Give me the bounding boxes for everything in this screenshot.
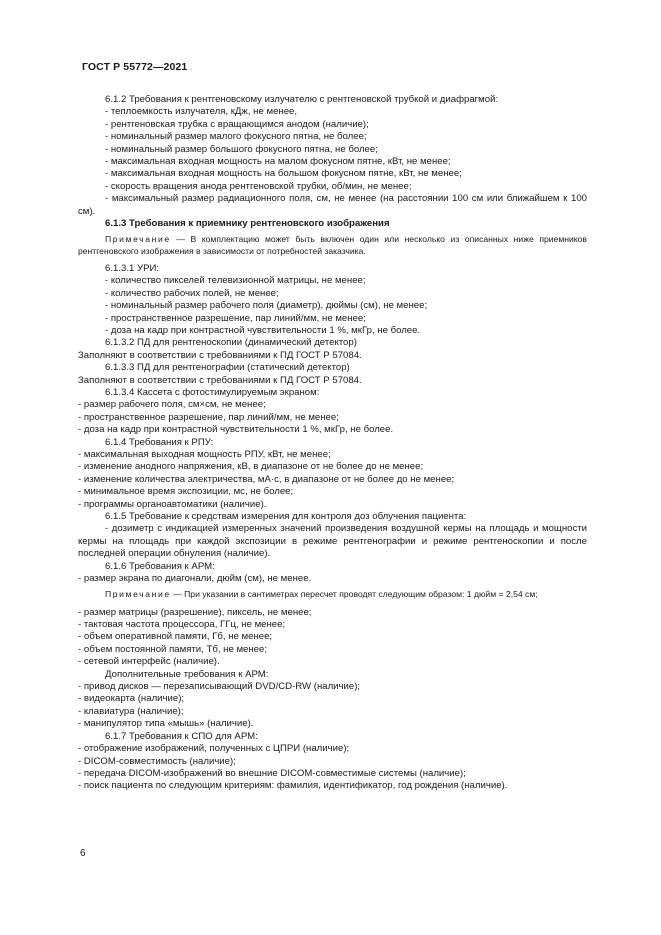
list-item: - номинальный размер малого фокусного пятна, не более; [105, 131, 367, 143]
list-item: - доза на кадр при контрастной чувствительности 1 %, мкГр, не более. [105, 324, 421, 336]
list-item: - теплоемкость излучателя, кДж, не менее, [105, 106, 298, 118]
list-item: - пространственное разрешение, пар линий/мм, не менее; [105, 312, 366, 324]
list-item: - передача DICOM-изображений во внешние DICOM-совместимые системы (наличие); [78, 767, 466, 779]
list-item: - сетевой интерфейс (наличие). [78, 656, 220, 668]
list-item: - объем постоянной памяти, Тб, не менее; [78, 643, 268, 655]
note-label: Примечание [105, 234, 171, 245]
list-item: - DICOM-совместимость (наличие); [78, 755, 236, 767]
section-6-1-3-3-title: 6.1.3.3 ПД для рентгенографии (статический детектор) [105, 362, 350, 374]
list-item: - клавиатура (наличие); [78, 705, 184, 717]
list-item: - размер матрицы (разрешение), пиксель, не менее; [78, 606, 312, 618]
note-label: Примечание [105, 589, 171, 600]
list-item: - скорость вращения анода рентгеновской трубки, об/мин, не менее; [105, 180, 412, 192]
list-item: - видеокарта (наличие); [78, 693, 185, 705]
list-item: - размер рабочего поля, см×см, не менее; [78, 399, 266, 411]
list-item: - количество рабочих полей, не менее; [105, 287, 279, 299]
section-6-1-3-2-text: Заполняют в соответствии с требованиями к ПД ГОСТ Р 57084. [78, 349, 362, 361]
list-item: - манипулятор типа «мышь» (наличие). [78, 718, 254, 730]
list-item: - рентгеновская трубка с вращающимся анодом (наличие); [105, 118, 369, 130]
section-6-1-6-extra-title: Дополнительные требования к АРМ: [105, 668, 269, 680]
list-item: - поиск пациента по следующим критериям: фамилия, идентификатор, год рождения (наличие). [78, 780, 508, 792]
document-body [78, 94, 587, 793]
list-item: - номинальный размер большого фокусного пятна, не более; [105, 143, 378, 155]
section-6-1-3-1-title: 6.1.3.1 УРИ: [105, 262, 160, 274]
list-item: - максимальная входная мощность на малом фокусном пятне, кВт, не менее; [105, 156, 451, 168]
list-item: - привод дисков — перезаписывающий DVD/CD-RW (наличие); [78, 681, 361, 693]
list-item: - максимальная выходная мощность РПУ, кВт, не менее; [78, 448, 331, 460]
section-6-1-7-title: 6.1.7 Требования к СПО для АРМ: [105, 730, 258, 742]
section-6-1-2-title: 6.1.2 Требования к рентгеновскому излучателю с рентгеновской трубкой и диафрагмой: [105, 94, 499, 105]
list-item: - доза на кадр при контрастной чувствительности 1 %, мкГр, не более. [78, 424, 394, 436]
section-6-1-3-4-title: 6.1.3.4 Кассета с фотостимулируемым экраном: [105, 386, 320, 398]
list-item: - тактовая частота процессора, ГГц, не менее; [78, 619, 286, 631]
list-item: - номинальный размер рабочего поля (диаметр), дюймы (см), не менее; [105, 300, 428, 312]
list-item: - объем оперативной памяти, Гб, не менее; [78, 631, 273, 643]
list-item: - количество пикселей телевизионной матрицы, не менее; [105, 275, 366, 287]
list-item: - размер экрана по диагонали, дюйм (см), не менее. [78, 573, 312, 585]
note-text: — В комплектацию может быть включен один или несколько из описанных ниже приемников рентгеновского изображения в зависимости от потребностей заказчика. [78, 234, 587, 256]
page-number: 6 [80, 848, 86, 859]
note-text: — При указании в сантиметрах пересчет проводят следующим образом: 1 дюйм = 2,54 см; [170, 589, 538, 600]
section-6-1-3-3-text: Заполняют в соответствии с требованиями к ПД ГОСТ Р 57084. [78, 374, 362, 386]
document-header: ГОСТ Р 55772—2021 [82, 61, 188, 73]
section-6-1-6-title: 6.1.6 Требования к АРМ: [105, 560, 215, 572]
list-item: - программы органоавтоматики (наличие). [78, 498, 267, 510]
list-item: - изменение анодного напряжения, кВ, в диапазоне от не более до не менее; [78, 461, 424, 473]
list-item: - пространственное разрешение, пар линий/мм, не менее; [78, 411, 339, 423]
list-item: - минимальное время экспозиции, мс, не более; [78, 486, 294, 498]
section-6-1-3-2-title: 6.1.3.2 ПД для рентгеноскопии (динамический детектор) [105, 337, 357, 349]
list-item: - изменение количества электричества, мА·с, в диапазоне от не более до не менее; [78, 473, 455, 485]
note-6-1-3 [78, 234, 587, 256]
section-6-1-4-title: 6.1.4 Требования к РПУ: [105, 436, 214, 448]
note-6-1-6 [78, 589, 587, 600]
list-item: - максимальный размер радиационного поля, см, не менее (на расстоянии 100 см или ближайшем к 100 см). [78, 193, 587, 217]
section-6-1-3-title: 6.1.3 Требования к приемнику рентгеновского изображения [105, 218, 390, 230]
list-item: - отображение изображений, полученных с ЦПРИ (наличие); [78, 743, 350, 755]
section-6-1-5-title: 6.1.5 Требование к средствам измерения для контроля доз облучения пациента: [105, 511, 467, 522]
list-item: - максимальная входная мощность на большом фокусном пятне, кВт, не менее; [105, 168, 462, 180]
section-6-1-5-text: - дозиметр с индикацией измеренных значений произведения воздушной кермы на площадь и мощности кермы на площадь при каждой экспозиции в режиме рентгенографии и режиме рентгеноскопии и после последней операции обнуления (наличие). [78, 523, 587, 560]
